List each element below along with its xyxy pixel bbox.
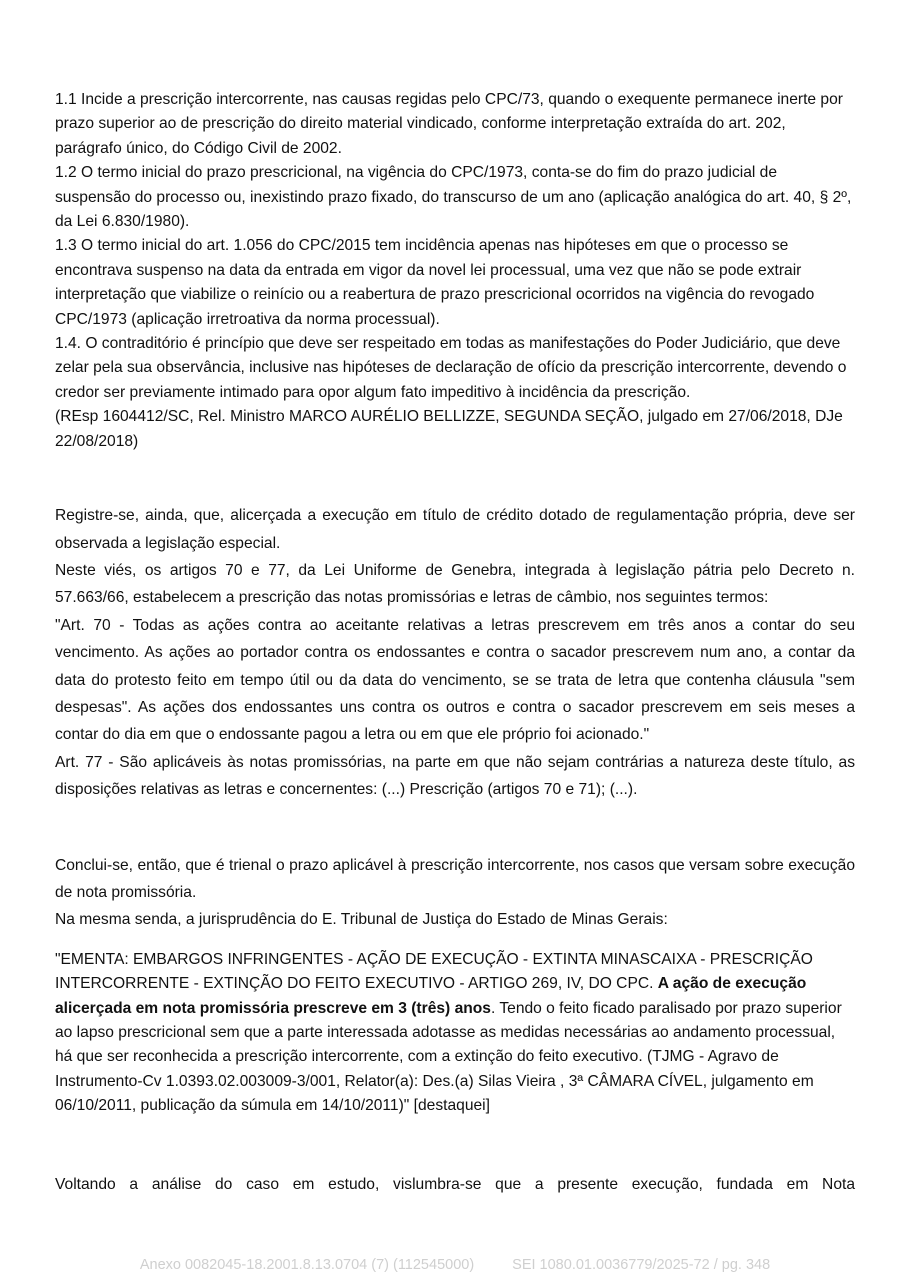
ementa-quote: [55, 948, 855, 1119]
page-footer: [0, 1257, 910, 1273]
thesis-1-4: 1.4. O contraditório é princípio que deve ser respeitado em todas as manifestações do Poder Judiciário, que deve zelar pela sua observância, inclusive nas hipóteses de declaração de ofício da prescrição intercorrente, devendo o credor ser previamente intimado para opor algum fato impeditivo à incidência da prescrição.: [55, 335, 847, 401]
footer-sei-ref: SEI 1080.01.0036779/2025-72 / pg. 348: [512, 1257, 771, 1273]
conclusion-section: [55, 852, 855, 934]
ruling-theses: [55, 88, 855, 454]
paragraph-conclusion: Conclui-se, então, que é trienal o prazo aplicável à prescrição intercorrente, nos casos que versam sobre execução de nota promissória.: [55, 856, 855, 901]
thesis-1-1: 1.1 Incide a prescrição intercorrente, nas causas regidas pelo CPC/73, quando o exequente permanece inerte por prazo superior ao de prescrição do direito material vindicado, conforme interpretação extraída do art. 202, parágrafo único, do Código Civil de 2002.: [55, 91, 843, 157]
ementa-part-1: "EMENTA: EMBARGOS INFRINGENTES - AÇÃO DE EXECUÇÃO - EXTINTA MINASCAIXA - PRESCRIÇÃO INTERCORRENTE - EXTINÇÃO DO FEITO EXECUTIVO - ARTIGO 269, IV, DO CPC.: [55, 950, 813, 993]
citation-resp: (REsp 1604412/SC, Rel. Ministro MARCO AURÉLIO BELLIZZE, SEGUNDA SEÇÃO, julgado em 27/06/2018, DJe 22/08/2018): [55, 408, 843, 450]
paragraph-case-analysis: Voltando a análise do caso em estudo, vislumbra-se que a presente execução, fundada em Nota: [55, 1175, 855, 1193]
thesis-1-3: 1.3 O termo inicial do art. 1.056 do CPC/2015 tem incidência apenas nas hipóteses em que o processo se encontrava suspenso na data da entrada em vigor da novel lei processual, uma vez que não se pode extrair interpretação que viabilize o reinício ou a reabertura de prazo prescricional ocorridos na vigência do revogado CPC/1973 (aplicação irretroativa da norma processual).: [55, 237, 815, 328]
thesis-1-2: 1.2 O termo inicial do prazo prescricional, na vigência do CPC/1973, conta-se do fim do prazo judicial de suspensão do processo ou, inexistindo prazo fixado, do transcurso de um ano (aplicação analógica do art. 40, § 2º, da Lei 6.830/1980).: [55, 164, 852, 231]
legislation-section: [55, 502, 855, 803]
paragraph-geneva-law: Neste viés, os artigos 70 e 77, da Lei Uniforme de Genebra, integrada à legislação pátria pelo Decreto n. 57.663/66, estabelecem a prescrição das notas promissórias e letras de câmbio, nos seguintes termos:: [55, 561, 855, 607]
paragraph-jurisprudence-intro: Na mesma senda, a jurisprudência do E. Tribunal de Justiça do Estado de Minas Gerais:: [55, 911, 668, 929]
paragraph-special-legislation: Registre-se, ainda, que, alicerçada a execução em título de crédito dotado de regulamentação própria, deve ser observada a legislação especial.: [55, 507, 855, 552]
quote-art-77: Art. 77 - São aplicáveis às notas promissórias, na parte em que não sejam contrárias a natureza deste título, as disposições relativas as letras e concernentes: (...) Prescrição (artigos 70 e 71); (...).: [55, 753, 855, 799]
ementa-highlight: A ação de execução alicerçada em nota promissória prescreve em 3 (três) anos: [55, 975, 807, 1017]
document-body: [55, 88, 855, 1198]
footer-annex-ref: Anexo 0082045-18.2001.8.13.0704 (7) (112545000): [139, 1257, 475, 1273]
quote-art-70: "Art. 70 - Todas as ações contra ao aceitante relativas a letras prescrevem em três anos a contar do seu vencimento. As ações ao portador contra os endossantes e contra o sacador prescrevem num ano, a contar da data do protesto feito em tempo útil ou da data do vencimento, se se trata de letra que contenha cláusula "sem despesas". As ações dos endossantes uns contra os outros e contra o sacador prescrevem em seis meses a contar do dia em que o endossante pagou a letra ou em que ele próprio foi acionado.": [55, 616, 855, 744]
ementa-part-2: . Tendo o feito ficado paralisado por prazo superior ao lapso prescricional sem que a parte interessada adotasse as medidas necessárias ao andamento processual, há que ser reconhecida a prescrição intercorrente, com a extinção do feito executivo. (TJMG - Agravo de Instrumento-Cv 1.0393.02.003009-3/001, Relator(a): Des.(a) Silas Vieira , 3ª CÂMARA CÍVEL, julgamento em 06/10/2011, publicação da súmula em 14/10/2011)" [destaquei]: [55, 999, 842, 1115]
ementa-text: [55, 948, 855, 1119]
